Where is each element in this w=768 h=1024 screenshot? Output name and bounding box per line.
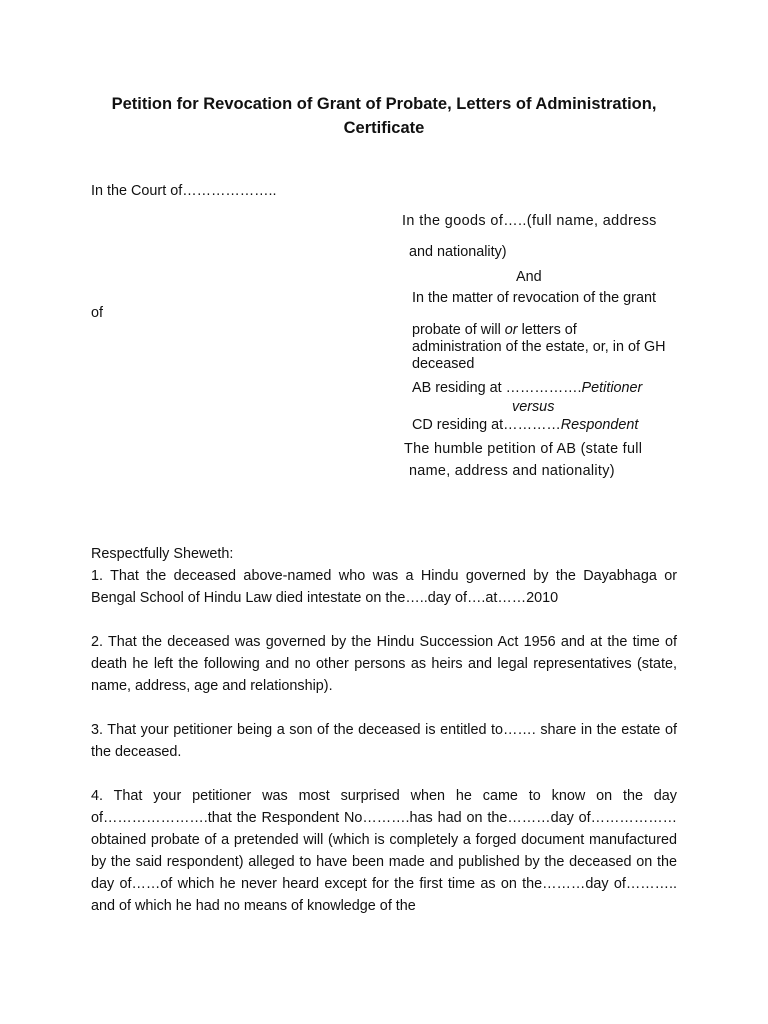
respondent-line: [412, 416, 638, 434]
humble-petition-line-1: The humble petition of AB (state full: [404, 441, 643, 457]
paragraph-4: 4. That your petitioner was most surprised when he came to know on the day of………………….that the Respondent No……….has had on the………day of………………obtained probate of a pretended will (which is completely a forged document manufactured by the said respondent) alleged to have been made and published by the deceased on the day of……of which he never heard except for the first time as on the………day of……….. and of which he had no means of knowledge of the: [91, 788, 677, 914]
paragraph-1: 1. That the deceased above-named who was a Hindu governed by the Dayabhaga or Bengal School of Hindu Law died intestate on the…..day of….at……2010: [91, 568, 677, 606]
probate-or-text: or: [504, 322, 518, 338]
cd-residing-text: CD residing at…………: [412, 417, 561, 433]
ab-residing-text: AB residing at …………….: [412, 380, 582, 396]
paragraph-3: 3. That your petitioner being a son of the deceased is entitled to……. share in the estate of the deceased.: [91, 722, 677, 760]
probate-post-text: letters of: [517, 322, 577, 338]
court-line: In the Court of………………..: [91, 183, 277, 199]
versus-label: versus: [512, 399, 555, 415]
left-of-label: of: [91, 305, 104, 321]
sheweth-heading: Respectfully Sheweth:: [91, 546, 234, 562]
paragraph-2: 2. That the deceased was governed by the Hindu Succession Act 1956 and at the time of death he left the following and no other persons as heirs and legal representatives (state, name, address, age and relationship).: [91, 634, 677, 694]
goods-line-1: In the goods of…..(full name, address: [402, 213, 657, 229]
matter-line: In the matter of revocation of the grant: [412, 290, 656, 306]
deceased-label: deceased: [412, 356, 475, 372]
probate-pre-text: probate of will: [412, 322, 505, 338]
petitioner-label: Petitioner: [581, 380, 643, 396]
humble-petition-line-2: name, address and nationality): [409, 463, 615, 479]
probate-line: [412, 321, 577, 339]
document-title-line-1: Petition for Revocation of Grant of Probate, Letters of Administration,: [111, 95, 657, 113]
petitioner-line: [412, 379, 642, 397]
respondent-label: Respondent: [560, 417, 639, 433]
document-title-line-2: Certificate: [343, 119, 425, 137]
and-label: And: [516, 269, 542, 285]
goods-line-2: and nationality): [409, 244, 507, 260]
administration-line: administration of the estate, or, in of GH: [412, 339, 666, 355]
